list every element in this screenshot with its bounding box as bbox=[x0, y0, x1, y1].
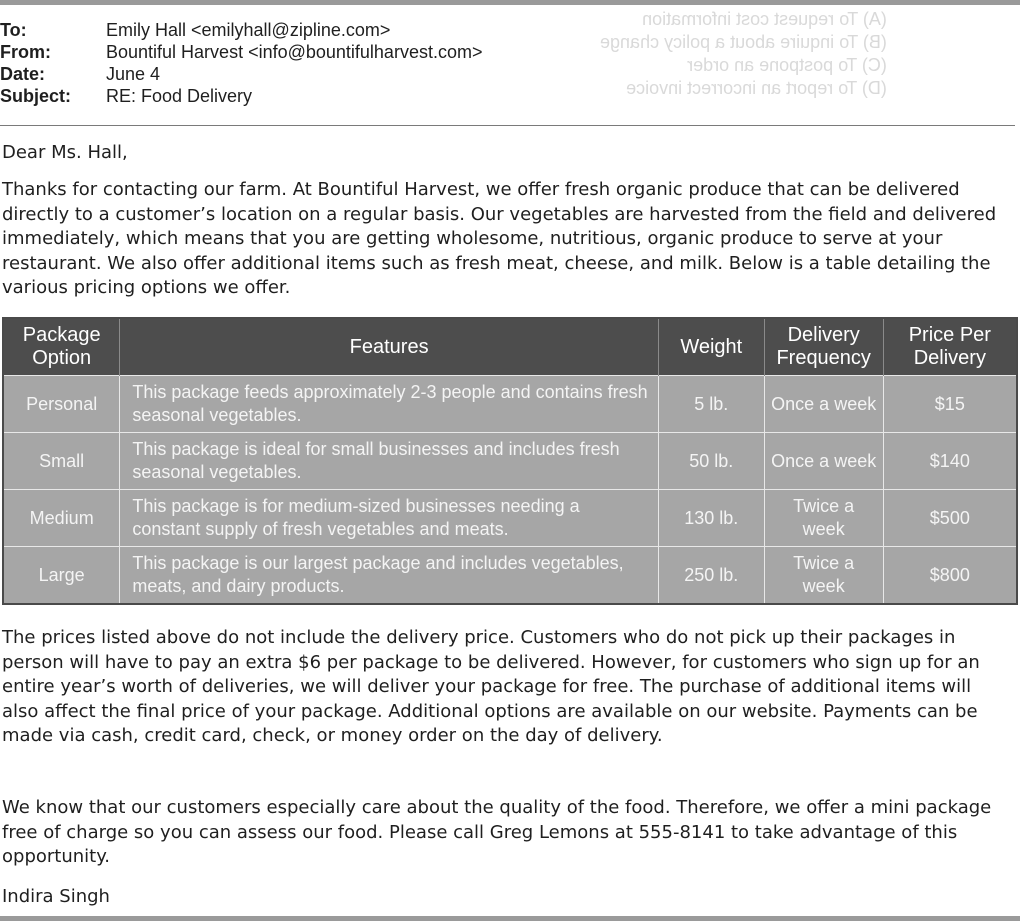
bottom-rule bbox=[0, 916, 1020, 921]
cell-weight: 5 lb. bbox=[658, 376, 764, 433]
header-price-per-delivery: Price Per Delivery bbox=[883, 318, 1017, 376]
cell-weight: 250 lb. bbox=[658, 547, 764, 605]
cell-frequency: Once a week bbox=[764, 376, 883, 433]
from-value: Bountiful Harvest <info@bountifulharvest.com> bbox=[106, 42, 483, 62]
table-row bbox=[3, 376, 1017, 433]
header-weight: Weight bbox=[658, 318, 764, 376]
date-label: Date: bbox=[0, 64, 46, 84]
cell-price: $500 bbox=[883, 490, 1017, 547]
cell-features: This package is our largest package and includes vegetables, meats, and dairy products. bbox=[120, 547, 658, 605]
cell-price: $140 bbox=[883, 433, 1017, 490]
paragraph-2-container bbox=[2, 626, 1012, 749]
date-value: June 4 bbox=[106, 64, 161, 84]
cell-frequency: Once a week bbox=[764, 433, 883, 490]
cell-option: Small bbox=[3, 433, 120, 490]
cell-price: $15 bbox=[883, 376, 1017, 433]
cell-frequency: Twice a week bbox=[764, 547, 883, 605]
paragraph-3-container bbox=[2, 796, 1012, 870]
header-divider bbox=[0, 125, 1015, 126]
header-features: Features bbox=[120, 318, 658, 376]
signature: Indira Singh bbox=[2, 886, 110, 907]
cell-price: $800 bbox=[883, 547, 1017, 605]
date-row bbox=[0, 63, 482, 85]
table-row bbox=[3, 490, 1017, 547]
email-header bbox=[0, 19, 482, 107]
cell-frequency: Twice a week bbox=[764, 490, 883, 547]
top-rule bbox=[0, 0, 1020, 5]
cell-features: This package is ideal for small businesses and includes fresh seasonal vegetables. bbox=[120, 433, 658, 490]
to-label: To: bbox=[0, 20, 27, 40]
from-row bbox=[0, 41, 482, 63]
cell-weight: 50 lb. bbox=[658, 433, 764, 490]
to-value: Emily Hall <emilyhall@zipline.com> bbox=[106, 20, 391, 40]
paragraph-1-container bbox=[2, 178, 1012, 301]
table-row bbox=[3, 433, 1017, 490]
cell-option: Personal bbox=[3, 376, 120, 433]
subject-value: RE: Food Delivery bbox=[106, 86, 253, 106]
header-delivery-frequency: Delivery Frequency bbox=[764, 318, 883, 376]
paragraph-1: Thanks for contacting our farm. At Bountiful Harvest, we offer fresh organic produce that can be delivered directly to a customer’s location on a regular basis. Our vegetables are harvested from the field and delivered immediately, which means that you are getting wholesome, nutritious, organic produce to serve at your restaurant. We also offer additional items such as fresh meat, cheese, and milk. Below is a table detailing the various pricing options we offer. bbox=[2, 179, 997, 298]
pricing-table bbox=[2, 317, 1018, 605]
greeting: Dear Ms. Hall, bbox=[2, 142, 128, 163]
table-header-row bbox=[3, 318, 1017, 376]
cell-features: This package feeds approximately 2-3 people and contains fresh seasonal vegetables. bbox=[120, 376, 658, 433]
cell-weight: 130 lb. bbox=[658, 490, 764, 547]
paragraph-2: The prices listed above do not include the delivery price. Customers who do not pick up their packages in person will have to pay an extra $6 per package to be delivered. However, for customers who sign up for an entire year’s worth of deliveries, we will deliver your package for free. The purchase of additional items will also affect the final price of your package. Additional options are available on our website. Payments can be made via cash, credit card, check, or money order on the day of delivery. bbox=[2, 627, 980, 746]
cell-option: Large bbox=[3, 547, 120, 605]
to-row bbox=[0, 19, 482, 41]
paragraph-3: We know that our customers especially care about the quality of the food. Therefore, we offer a mini package free of charge so you can assess our food. Please call Greg Lemons at 555-8141 to take advantage of this opportunity. bbox=[2, 797, 992, 867]
bleed-through-text: (A) To request cost information (B) To inquire about a policy change (C) To postpone an order (D) To report an incorrect invoice bbox=[600, 9, 887, 98]
cell-option: Medium bbox=[3, 490, 120, 547]
table-row bbox=[3, 547, 1017, 605]
subject-label: Subject: bbox=[0, 86, 72, 106]
from-label: From: bbox=[0, 42, 51, 62]
subject-row bbox=[0, 85, 482, 107]
header-package-option: Package Option bbox=[3, 318, 120, 376]
cell-features: This package is for medium-sized businesses needing a constant supply of fresh vegetables and meats. bbox=[120, 490, 658, 547]
